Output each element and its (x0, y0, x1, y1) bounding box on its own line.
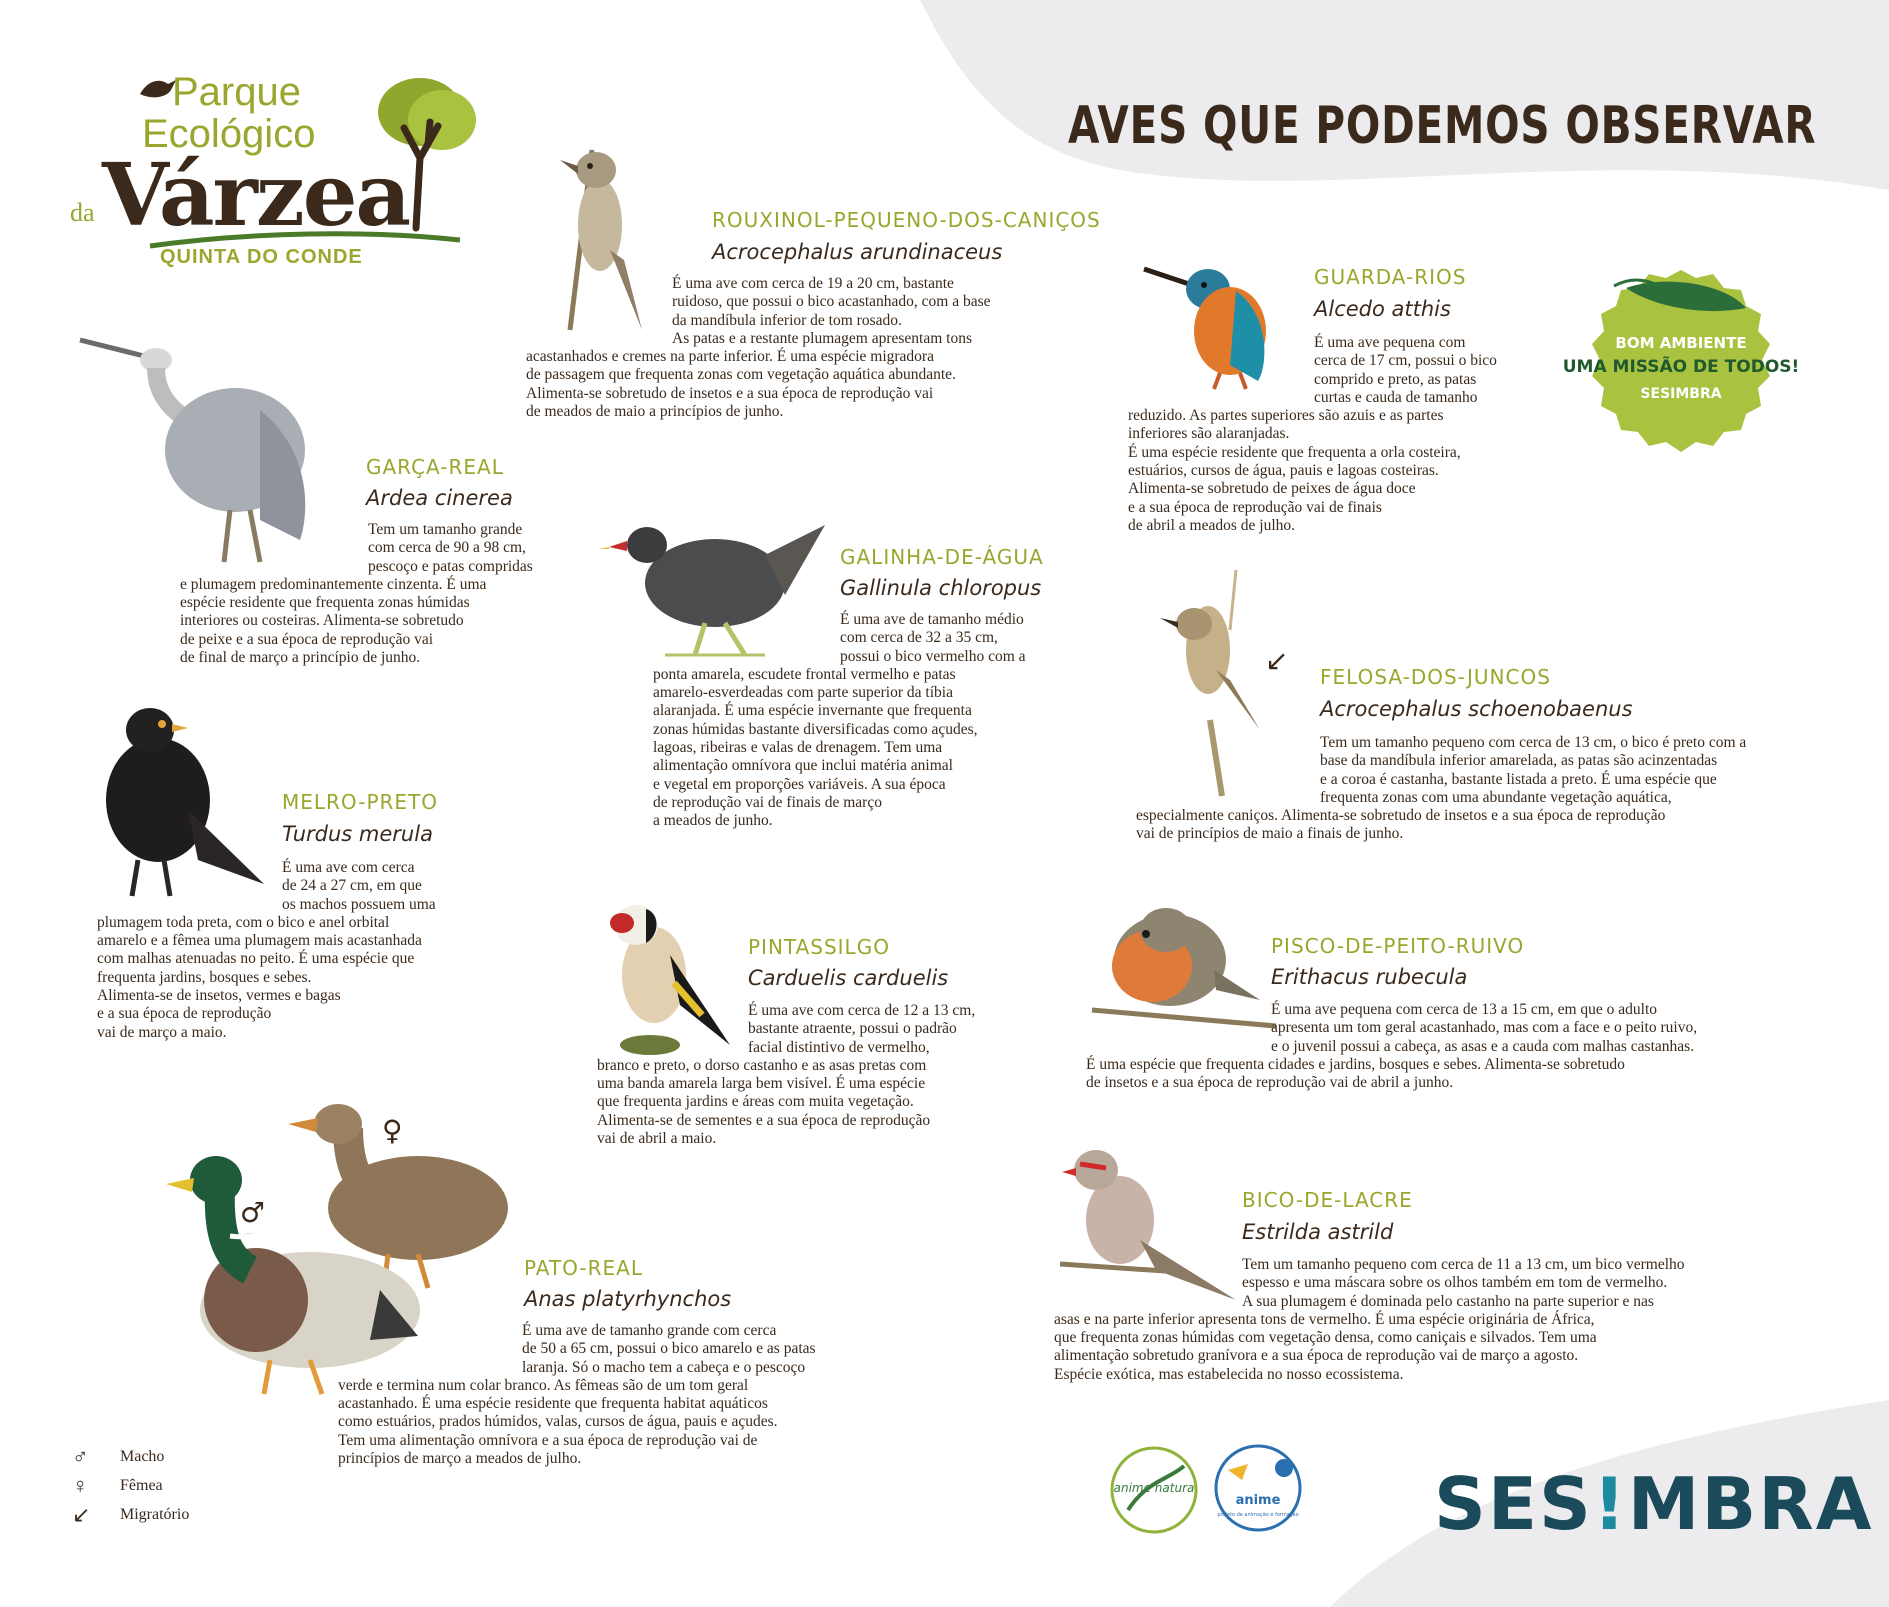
legend-label: Fêmea (120, 1476, 163, 1494)
felosa-scientific: Acrocephalus schoenobaenus (1320, 697, 1633, 721)
garca-description (180, 521, 600, 667)
desc-line: cerca de 17 cm, possui o bico (1314, 352, 1497, 370)
desc-line: comprido e preto, as patas (1314, 370, 1477, 388)
desc-line: Alimenta-se sobretudo de insetos e a sua época de reprodução vai (526, 384, 934, 402)
desc-line: como estuários, prados húmidos, valas, cursos de água, pauis e açudes. (338, 1413, 778, 1431)
felosa-name: FELOSA-DOS-JUNCOS (1320, 665, 1551, 689)
desc-line: reduzido. As partes superiores são azuis e as partes (1128, 407, 1444, 425)
desc-line: alimentação sobretudo granívora e a sua época de reprodução vai de março a agosto. (1054, 1347, 1579, 1365)
desc-line: com cerca de 32 a 35 cm, (840, 629, 998, 647)
desc-line: É uma espécie que frequenta cidades e jardins, bosques e sebes. Alimenta-se sobretudo (1086, 1055, 1625, 1073)
desc-line: É uma ave com cerca de 19 a 20 cm, bastante (672, 275, 954, 292)
desc-line: de final de março a princípio de junho. (180, 649, 421, 667)
desc-line: de insetos e a sua época de reprodução vai de abril a junho. (1086, 1074, 1454, 1092)
desc-line: e vegetal em proporções variáveis. A sua época (653, 775, 946, 793)
desc-line: e a sua época de reprodução vai de finais (1128, 498, 1382, 516)
desc-line: especialmente caniços. Alimenta-se sobretudo de insetos e a sua época de reprodução (1136, 807, 1666, 825)
guarda-rios-scientific: Alcedo atthis (1314, 297, 1451, 321)
pisco-name: PISCO-DE-PEITO-RUIVO (1271, 934, 1525, 958)
desc-line: laranja. Só o macho tem a cabeça e o pescoço (522, 1358, 806, 1376)
legend-label: Macho (120, 1447, 165, 1465)
brand-post: MBRA (1627, 1462, 1874, 1546)
desc-line: É uma ave com cerca de 12 a 13 cm, (748, 1002, 976, 1019)
garca-scientific: Ardea cinerea (366, 486, 513, 510)
logo-da: da (70, 198, 95, 227)
desc-line: verde e termina num colar branco. As fêmeas são de um tom geral (338, 1376, 749, 1394)
desc-line: plumagem toda preta, com o bico e anel orbital (97, 913, 390, 931)
desc-line: É uma ave com cerca (282, 859, 415, 876)
badge-top-text: BOM AMBIENTE (1615, 334, 1747, 352)
galinha-description (653, 611, 1073, 831)
desc-line: estuários, cursos de água, pauis e lagoas costeiras. (1128, 462, 1439, 480)
legend-item-migratory (72, 1500, 189, 1529)
male-icon: ♂ (72, 1443, 89, 1469)
anime-natura-text: anime natura (1113, 1481, 1195, 1495)
desc-line: Alimenta-se de insetos, vermes e bagas (97, 987, 341, 1005)
badge-bottom-text: SESIMBRA (1640, 386, 1722, 402)
legend-label: Migratório (120, 1505, 190, 1523)
desc-line: asas e na parte inferior apresenta tons de vermelho. É uma espécie originária de África, (1054, 1310, 1595, 1328)
desc-line: que frequenta jardins e áreas com muita vegetação. (597, 1093, 914, 1111)
rouxinol-scientific: Acrocephalus arundinaceus (712, 240, 1003, 264)
logo-line-parque: Parque (172, 70, 301, 114)
desc-line: de reprodução vai de finais de março (653, 793, 882, 811)
desc-line: de 50 a 65 cm, possui o bico amarelo e as patas (522, 1340, 816, 1358)
pisco-scientific: Erithacus rubecula (1271, 965, 1468, 989)
desc-line: Alimenta-se sobretudo de peixes de água doce (1128, 480, 1416, 498)
bico-de-lacre-description (1054, 1256, 1774, 1384)
desc-line: inferiores são alaranjadas. (1128, 425, 1290, 443)
desc-line: apresenta um tom geral acastanhado, mas com a face e o peito ruivo, (1271, 1019, 1698, 1037)
female-icon: ♀ (382, 1114, 403, 1147)
pato-real-description (338, 1322, 898, 1468)
rouxinol-description (526, 275, 1046, 421)
desc-line: da mandíbula inferior de tom rosado. (672, 311, 902, 329)
pisco-description (1086, 1001, 1806, 1092)
pato-real-name: PATO-REAL (524, 1256, 643, 1280)
desc-line: de peixe e a sua época de reprodução vai (180, 630, 434, 648)
bico-de-lacre-name: BICO-DE-LACRE (1242, 1188, 1413, 1212)
migratory-icon: ↙ (1265, 644, 1289, 677)
desc-line: zonas húmidas bastante diversificadas como açudes, (653, 720, 978, 738)
male-icon: ♂ (240, 1196, 266, 1229)
desc-line: vai de março a maio. (97, 1023, 227, 1041)
pintassilgo-description (597, 1002, 1037, 1148)
desc-line: ponta amarela, escudete frontal vermelho e patas (653, 665, 956, 683)
desc-line: ruidoso, que possui o bico acastanhado, com a base (672, 293, 991, 311)
desc-line: espesso e uma máscara sobre os olhos também em tom de vermelho. (1242, 1274, 1668, 1292)
desc-line: uma banda amarela larga bem visível. É uma espécie (597, 1075, 926, 1093)
desc-line: frequenta jardins, bosques e sebes. (97, 968, 312, 986)
desc-line: e a sua época de reprodução (97, 1005, 272, 1023)
desc-line: possui o bico vermelho com a (840, 647, 1026, 665)
brand-exclamation: ! (1592, 1462, 1628, 1546)
desc-line: de abril a meados de julho. (1128, 516, 1296, 534)
desc-line: vai de princípios de maio a finais de junho. (1136, 825, 1404, 843)
desc-line: de passagem que frequenta zonas com vegetação aquática abundante. (526, 366, 956, 384)
desc-line: Alimenta-se de sementes e a sua época de reprodução (597, 1111, 931, 1129)
desc-line: É uma ave de tamanho médio (840, 611, 1024, 628)
guarda-rios-description (1128, 334, 1548, 535)
desc-line: Tem um tamanho grande (368, 521, 523, 538)
desc-line: branco e preto, o dorso castanho e as asas pretas com (597, 1056, 927, 1074)
badge-middle-text: UMA MISSÃO DE TODOS! (1562, 357, 1800, 377)
desc-line: e a coroa é castanha, bastante listada a preto. É uma espécie que (1320, 770, 1717, 788)
melro-description (97, 859, 517, 1042)
desc-line: A sua plumagem é dominada pelo castanho na parte superior e nas (1242, 1292, 1654, 1310)
desc-line: Tem um tamanho pequeno com cerca de 11 a 13 cm, um bico vermelho (1242, 1256, 1685, 1273)
female-icon: ♀ (72, 1472, 89, 1498)
migratory-icon: ↙ (72, 1501, 91, 1527)
rouxinol-name: ROUXINOL-PEQUENO-DOS-CANIÇOS (712, 208, 1101, 232)
desc-line: acastanhado. É uma espécie residente que frequenta habitat aquáticos (338, 1395, 768, 1413)
logo-line-ecologico: Ecológico (142, 112, 316, 156)
desc-line: amarelo-esverdeadas com parte superior da tíbia (653, 684, 953, 702)
desc-line: a meados de junho. (653, 812, 773, 830)
desc-line: curtas e cauda de tamanho (1314, 388, 1478, 406)
desc-line: de 24 a 27 cm, em que (282, 877, 422, 895)
desc-line: É uma ave pequena com (1314, 334, 1466, 351)
desc-line: frequenta zonas com uma abundante vegetação aquática, (1320, 788, 1672, 806)
desc-line: base da mandíbula inferior amarelada, as patas são acinzentadas (1320, 752, 1718, 770)
desc-line: com malhas atenuadas no peito. É uma espécie que (97, 950, 415, 968)
desc-line: acastanhados e cremes na parte inferior. É uma espécie migradora (526, 348, 934, 366)
logo-line-quinta: QUINTA DO CONDE (160, 246, 363, 268)
desc-line: alimentação omnívora que inclui matéria animal (653, 757, 953, 775)
page-title: AVES QUE PODEMOS OBSERVAR (1068, 96, 1817, 156)
galinha-scientific: Gallinula chloropus (840, 576, 1042, 600)
brand-pre: SES (1434, 1462, 1593, 1546)
desc-line: alaranjada. É uma espécie invernante que frequenta (653, 702, 972, 720)
desc-line: pescoço e patas compridas (368, 557, 533, 575)
bom-ambiente-badge (1562, 268, 1800, 458)
logo-line-varzea: Várzea (102, 145, 410, 246)
guarda-rios-name: GUARDA-RIOS (1314, 265, 1467, 289)
pato-real-scientific: Anas platyrhynchos (524, 1287, 732, 1311)
pintassilgo-scientific: Carduelis carduelis (748, 966, 949, 990)
desc-line: de meados de maio a princípios de junho. (526, 403, 784, 421)
desc-line: que frequenta zonas húmidas com vegetação densa, como caniçais e silvados. Tem uma (1054, 1329, 1597, 1347)
melro-name: MELRO-PRETO (282, 790, 438, 814)
park-logo (70, 68, 490, 278)
desc-line: facial distintivo de vermelho, (748, 1038, 930, 1056)
desc-line: e plumagem predominantemente cinzenta. É uma (180, 575, 487, 593)
desc-line: vai de abril a maio. (597, 1130, 717, 1148)
anime-text: anime (1235, 1493, 1281, 1508)
desc-line: amarelo e a fêmea uma plumagem mais acastanhada (97, 932, 422, 950)
desc-line: É uma espécie residente que frequenta a orla costeira, (1128, 443, 1461, 461)
desc-line: os machos possuem uma (282, 895, 436, 913)
desc-line: princípios de março a meados de julho. (338, 1450, 582, 1468)
garca-name: GARÇA-REAL (366, 455, 504, 479)
felosa-description (1136, 734, 1836, 844)
bico-de-lacre-scientific: Estrilda astrild (1242, 1220, 1394, 1244)
pintassilgo-name: PINTASSILGO (748, 935, 890, 959)
anime-logos (1108, 1440, 1314, 1540)
legend-item-male (72, 1442, 189, 1471)
sesimbra-logo (1434, 1462, 1873, 1546)
desc-line: Espécie exótica, mas estabelecida no nosso ecossistema. (1054, 1365, 1404, 1383)
desc-line: Tem um tamanho pequeno com cerca de 13 cm, o bico é preto com a (1320, 734, 1747, 751)
legend-item-female (72, 1471, 189, 1500)
anime-sub-text: projeto de animação e formação (1217, 1512, 1299, 1518)
desc-line: Tem uma alimentação omnívora e a sua época de reprodução vai de (338, 1431, 758, 1449)
desc-line: As patas e a restante plumagem apresentam tons (672, 329, 972, 347)
desc-line: bastante atraente, possui o padrão (748, 1020, 957, 1038)
desc-line: É uma ave pequena com cerca de 13 a 15 cm, em que o adulto (1271, 1001, 1658, 1018)
symbol-legend (72, 1442, 189, 1529)
desc-line: interiores ou costeiras. Alimenta-se sobretudo (180, 612, 464, 630)
melro-scientific: Turdus merula (282, 822, 433, 846)
desc-line: lagoas, ribeiras e valas de drenagem. Tem uma (653, 739, 943, 757)
desc-line: com cerca de 90 a 98 cm, (368, 539, 526, 557)
desc-line: É uma ave de tamanho grande com cerca (522, 1322, 777, 1339)
desc-line: espécie residente que frequenta zonas húmidas (180, 594, 470, 612)
galinha-name: GALINHA-DE-ÁGUA (840, 545, 1044, 569)
desc-line: e o juvenil possui a cabeça, as asas e a cauda com malhas castanhas. (1271, 1037, 1695, 1055)
